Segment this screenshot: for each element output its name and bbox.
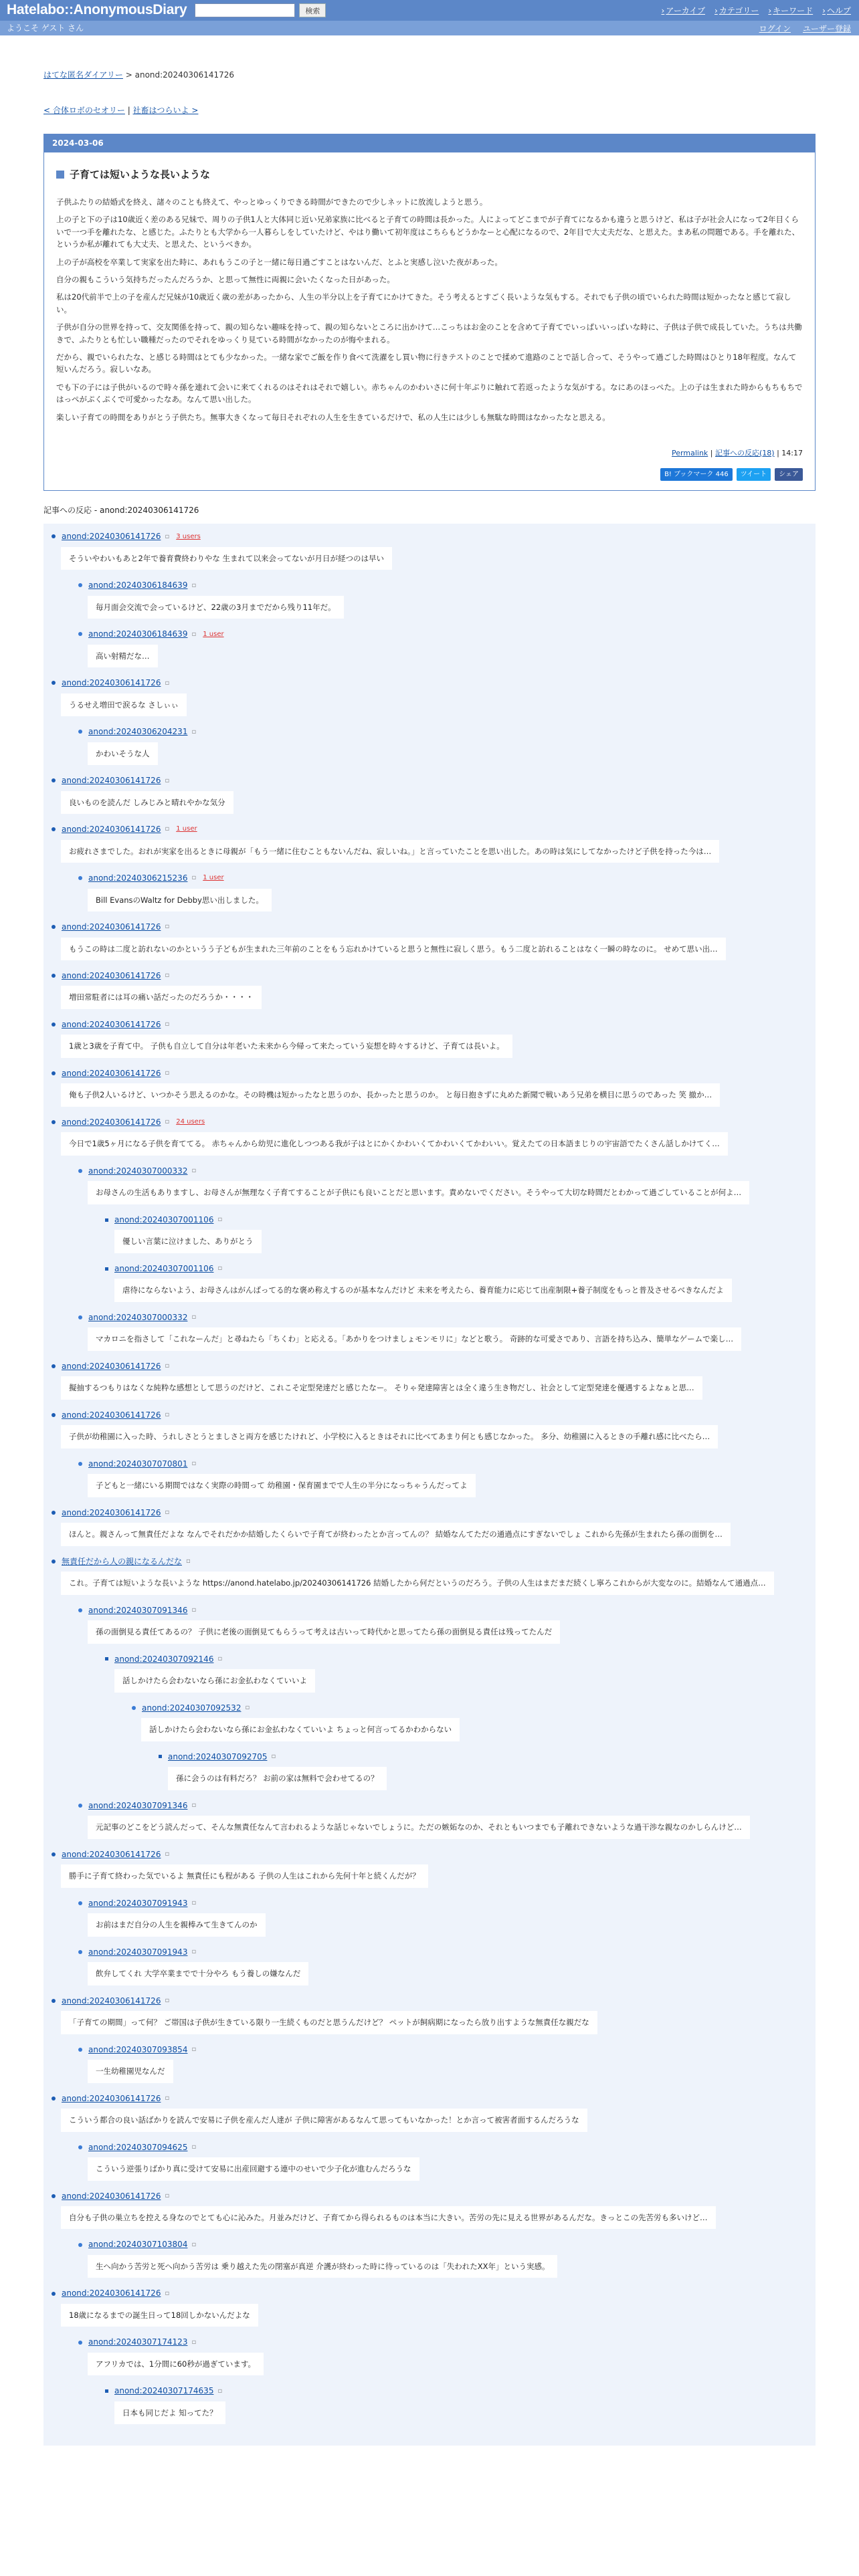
reaction-item — [159, 1751, 807, 1790]
reaction-item — [52, 1995, 807, 2034]
bookmark-users-count[interactable]: 1 user — [203, 874, 224, 882]
expand-icon[interactable]: ▫ — [165, 679, 170, 687]
reaction-header — [52, 1067, 807, 1080]
reaction-list — [43, 524, 816, 2446]
reaction-item — [78, 726, 807, 765]
reaction-text: こういう都合の良い話ばかりを読んで安易に子供を産んだ人達が 子供に障害があるなんて思ってもいなかった！とか言って被害者面するんだろうな — [61, 2109, 587, 2131]
reaction-item — [78, 2336, 807, 2375]
reaction-text: 子どもと一緒にいる期間ではなく実際の時間って 幼稚園・保育園までで人生の半分になっちゃうんだってよ — [88, 1474, 476, 1497]
reaction-item — [78, 1458, 807, 1497]
expand-icon[interactable]: ▫ — [191, 874, 197, 882]
reaction-text: 孫に会うのは有料だろ？ お前の家は無料で会わせてるの？ — [168, 1767, 387, 1790]
reaction-header — [52, 1848, 807, 1861]
bookmark-users-count[interactable]: 1 user — [203, 630, 224, 638]
expand-icon[interactable]: ▫ — [165, 825, 170, 833]
reaction-text: 高い射精だな… — [88, 645, 158, 667]
reaction-text: こういう逆張りばかり真に受けて安易に出産回避する連中のせいで少子化が進むんだろうな — [88, 2157, 419, 2180]
reaction-header — [105, 1263, 807, 1275]
expand-icon[interactable]: ▫ — [165, 1850, 170, 1858]
reaction-text: アフリカでは、1分間に60秒が過ぎています。 — [88, 2353, 264, 2375]
pager-separator: | — [124, 105, 133, 115]
reaction-text: 「子育ての期間」って何？ ご帯国は子供が生きている限り一生続くものだと思うんだけど？ ペットが飼病期になったら放り出すような無責任な親だな — [61, 2011, 597, 2034]
reaction-header — [78, 579, 807, 592]
reaction-item — [52, 677, 807, 716]
reaction-link[interactable]: anond:20240307103804 — [88, 2240, 188, 2250]
expand-icon[interactable]: ▫ — [165, 1997, 170, 2005]
expand-icon[interactable]: ▫ — [191, 2143, 197, 2151]
search-input[interactable] — [195, 3, 295, 17]
reaction-text: 話しかけたら会わないなら孫にお金払わなくていいよ ちょっと何言ってるかわからない — [141, 1718, 460, 1741]
entry-paragraph: 上の子と下の子は10歳近く差のある兄妹で、周りの子供1人と大体同じ近い兄弟家族に比べると子育ての時間は長かった。人によってどこまでが子育てになるかも違うと思うけど、私は子が社会人になって2年目くらいで一つ手を離れたな、と感じた。ふたりとも大学から一人暮らしをしていたけど、やはり働いて初年度はこちらもどうかなーと心配になるので、2年目で大丈夫だな、と思えた。まあ私の問題である。手を離れた、というか私が離れても大丈夫、と思えた、というべきか。 — [56, 215, 800, 249]
register-link[interactable]: ユーザー登録 — [802, 24, 851, 33]
reaction-item — [52, 2092, 807, 2132]
reaction-link[interactable]: anond:20240306141726 — [62, 824, 161, 834]
reaction-item — [52, 1409, 807, 1448]
reaction-link[interactable]: anond:20240306141726 — [62, 1849, 161, 1859]
breadcrumb-separator: > — [122, 70, 135, 80]
reactions-heading: 記事への反応 - anond:20240306141726 — [43, 506, 199, 516]
entry-title-text: 子育ては短いような長いような — [70, 168, 211, 181]
reaction-link[interactable]: anond:20240306215236 — [88, 873, 188, 883]
login-link[interactable]: ログイン — [759, 24, 791, 33]
nav-category[interactable]: › カテゴリー — [714, 5, 759, 17]
reaction-item — [52, 1067, 807, 1107]
reaction-header — [52, 1360, 807, 1373]
breadcrumb — [43, 69, 816, 82]
entry-title — [56, 167, 803, 183]
reaction-item — [78, 628, 807, 667]
expand-icon[interactable]: ▫ — [191, 581, 197, 589]
reaction-header — [52, 774, 807, 787]
diary-entry — [43, 134, 816, 491]
entry-paragraph: 楽しい子育ての時間をありがとう子供たち。無事大きくなって毎日それぞれの人生を生きているだけで、私の人生には少しも無駄な時間はなかったなと思える。 — [56, 412, 610, 422]
expand-icon[interactable]: ▫ — [217, 2387, 223, 2395]
reaction-text: お疲れさまでした。おれが実家を出るときに母親が「もう一緒に住むこともないんだね、寂しいね。」と言っていたことを思い出した。あの時は気にしてなかったけど子供を持った今は… — [61, 840, 719, 863]
reaction-header — [52, 2190, 807, 2203]
reaction-item — [105, 1653, 807, 1693]
expand-icon[interactable]: ▫ — [165, 776, 170, 784]
reaction-link[interactable]: anond:20240306141726 — [62, 2191, 161, 2201]
reaction-item — [78, 579, 807, 619]
reaction-text: 俺も子供2人いるけど、いつかそう思えるのかな。その時機は短かったなと思うのか、長かったと思うのか。 と毎日抱きずに丸めた新聞で戦いあう兄弟を横目に思うのであった 笑 撤か… — [61, 1083, 720, 1106]
reaction-text: 自分も子供の巣立ちを控える身なのでとても心に沁みた。月並みだけど、子育てから得られるものは本当に大きい。苦労の先に見える世界があるんだな。きっとこの先苦労も多いけど… — [61, 2206, 716, 2229]
reaction-header — [78, 1800, 807, 1812]
expand-icon[interactable]: ▫ — [245, 1704, 250, 1712]
reaction-header — [105, 2385, 807, 2397]
reaction-text: お母さんの生活もありますし、お母さんが無理なく子育てすることが子供にも良いことだと思います。責めないでください。そうやって大切な時間だとわかって過ごしていることが何よ… — [88, 1181, 749, 1204]
reaction-item — [105, 2385, 807, 2424]
reaction-item — [78, 1165, 807, 1204]
reaction-text: 元記事のどこをどう読んだって、そんな無責任なんて言われるような話じゃないでしょうに。ただの嫉妬なのか、それともいつまでも子離れできないような過干渉な親なのかしらんけど… — [88, 1816, 750, 1838]
reaction-item — [78, 2141, 807, 2181]
expand-icon[interactable]: ▫ — [165, 1021, 170, 1029]
reaction-header — [52, 1116, 807, 1129]
bookmark-users-count[interactable]: 24 users — [176, 1118, 205, 1126]
nav-archive[interactable]: › アーカイブ — [662, 5, 706, 17]
breadcrumb-current: anond:20240306141726 — [134, 70, 235, 80]
reaction-item — [52, 530, 807, 570]
reaction-text: マカロニを指さして「これなーんだ」と尋ねたら「ちくわ」と応える。「あかりをつけましょモンモリに」などと歌う。 奇跡的な可愛さであり、言語を持ち込み、簡単なゲームで楽し… — [88, 1327, 741, 1350]
entry-body — [44, 152, 815, 491]
expand-icon[interactable]: ▫ — [165, 1362, 170, 1370]
reaction-link[interactable]: anond:20240306141726 — [62, 1507, 161, 1517]
reaction-item — [52, 921, 807, 960]
reaction-item — [52, 1848, 807, 1888]
reaction-header — [52, 677, 807, 689]
expand-icon[interactable]: ▫ — [191, 1948, 197, 1956]
reaction-text: 虐待にならないよう、お母さんはがんばってる的な褒め称えするのが基本なんだけど 未来を考えたら、養育能力に応じて出産制限+養子制度をもっと普及させるべきなんだよ — [114, 1279, 732, 1301]
entry-time: | 14:17 — [777, 448, 803, 457]
reaction-text: うるせえ増田で涙るな さしぃぃ — [61, 693, 187, 716]
reaction-link[interactable]: anond:20240307001106 — [114, 1214, 214, 1224]
reaction-link[interactable]: anond:20240306204231 — [88, 726, 188, 736]
reaction-item — [52, 1507, 807, 1546]
welcome-text: ようこそ ゲスト さん — [7, 23, 84, 33]
entry-paragraph: 上の子が高校を卒業して実家を出た時に、あれもうこの子と一緒に毎日過ごすことはないんだ、とふと実感し泣いた夜があった。 — [56, 257, 502, 267]
reaction-item — [78, 1311, 807, 1351]
expand-icon[interactable]: ▫ — [191, 1802, 197, 1810]
search-form — [195, 3, 326, 17]
expand-icon[interactable]: ▫ — [191, 1899, 197, 1907]
reaction-link[interactable]: anond:20240306141726 — [62, 970, 161, 980]
search-button[interactable]: 検索 — [299, 3, 326, 17]
reaction-header — [78, 1311, 807, 1324]
reaction-header — [78, 1165, 807, 1178]
reaction-link[interactable]: anond:20240307174635 — [114, 2386, 214, 2396]
reaction-link[interactable]: anond:20240306141726 — [62, 677, 161, 687]
breadcrumb-home[interactable]: はてな匿名ダイアリー — [43, 70, 123, 80]
reaction-text: 毎月面会交流で会っているけど、22歳の3月までだから残り11年だ。 — [88, 596, 344, 619]
prev-entry-link[interactable]: < 合体ロボのセオリー — [43, 105, 125, 115]
expand-icon[interactable]: ▫ — [191, 2046, 197, 2054]
reaction-text: 1歳と3歳を子育て中。 子供も自立して自分は年老いた未来から今帰って来たっていう妄想を時々するけど、子育ては長いよ。 — [61, 1035, 512, 1057]
reaction-link[interactable]: anond:20240307091346 — [88, 1800, 188, 1810]
reaction-text: お前はまだ自分の人生を親棒みて生きてんのか — [88, 1913, 266, 1936]
reaction-header — [52, 1018, 807, 1031]
expand-icon[interactable]: ▫ — [165, 1509, 170, 1517]
next-entry-link[interactable]: 社畜はつらいよ > — [132, 105, 199, 115]
bookmark-button[interactable]: B! ブックマーク 446 — [660, 468, 733, 481]
expand-icon[interactable]: ▫ — [165, 2290, 170, 2298]
reaction-link[interactable]: anond:20240307092532 — [142, 1703, 242, 1713]
reaction-item — [52, 970, 807, 1009]
reaction-header — [78, 1458, 807, 1471]
reaction-text: 話しかけたら会わないなら孫にお金払わなくていいよ — [114, 1669, 315, 1692]
entry-paragraph: 子供ふたりの結婚式を終え、諸々のことも終えて、やっとゆっくりできる時間ができたので少しネットに放流しようと思う。 — [56, 197, 488, 207]
reaction-item — [52, 2190, 807, 2230]
reaction-text: そういやわいもあと2年で養育費終わりやな 生まれて以来会ってないが月日が経つのは早い — [61, 547, 392, 570]
bookmark-users-count[interactable]: 3 users — [176, 532, 201, 540]
top-nav — [662, 5, 852, 17]
expand-icon[interactable]: ▫ — [191, 1313, 197, 1321]
reaction-text: ほんと。親さんって無責任だよな なんでそれだかか結婚したくらいで子育てが終わったとか言ってんの？ 結婚なんてただの通過点にすぎないでしょ これから先孫が生まれたら孫の面倒を… — [61, 1523, 731, 1545]
reaction-link[interactable]: anond:20240307001106 — [114, 1263, 214, 1273]
expand-icon[interactable]: ▫ — [165, 1118, 170, 1126]
reaction-item — [52, 774, 807, 814]
reaction-text: 飲弁してくれ 大学卒業までで十分やろ もう養しの嫌なんだ — [88, 1962, 308, 1985]
entry-paragraph: 自分の親もこういう気持ちだったんだろうか、と思って無性に両親に会いたくなった日があった。 — [56, 274, 395, 284]
reaction-link[interactable]: anond:20240307091346 — [88, 1605, 188, 1615]
reaction-link[interactable]: anond:20240306141726 — [62, 1068, 161, 1078]
reaction-item — [105, 1214, 807, 1253]
reaction-link[interactable]: anond:20240306141726 — [62, 1019, 161, 1029]
entry-date: 2024-03-06 — [44, 134, 815, 152]
reaction-text: 良いものを読んだ しみじみと晴れやかな気分 — [61, 791, 233, 814]
entry-footer — [56, 447, 803, 459]
reaction-header — [78, 2238, 807, 2251]
reaction-item — [78, 1946, 807, 1985]
reaction-header — [52, 1555, 807, 1568]
reaction-text: 18歳になるまでの誕生日って18回しかないんだよな — [61, 2304, 258, 2327]
tweet-button[interactable]: ツイート — [737, 468, 771, 481]
entry-paragraph: 子供が自分の世界を持って、交友関係を持って、親の知らない趣味を持って、親の知らないところに出かけて…こっちはお金のことを含めて子育てでいっぱいいっぱいな時に、子供は子供で成長していた。うちは共働きで、ふたりとも忙しい職種だったのでそれをゆっくり見ている時間がなかったのが悔やまれる。 — [56, 322, 802, 344]
reaction-item — [105, 1263, 807, 1302]
reaction-item — [132, 1702, 807, 1741]
reaction-item — [78, 1604, 807, 1644]
reactions-link[interactable]: 記事への反応(18) — [715, 448, 775, 457]
reaction-link[interactable]: anond:20240307000332 — [88, 1312, 188, 1322]
reaction-link[interactable]: anond:20240306141726 — [62, 532, 161, 542]
reaction-link[interactable]: anond:20240306141726 — [62, 2093, 161, 2103]
main-content — [0, 35, 859, 2472]
reaction-header — [52, 1507, 807, 1519]
expand-icon[interactable]: ▫ — [165, 1411, 170, 1419]
reaction-text: Bill EvansのWaltz for Debby思い出しました。 — [88, 889, 272, 911]
reaction-text: 今日で1歳5ヶ月になる子供を育ててる。 赤ちゃんから幼児に進化しつつある我が子はとにかくかわいくてかわいくてかわいい。覚えたての日本語まじりの宇宙語でたくさん話しかけてく… — [61, 1132, 728, 1155]
reaction-header — [159, 1751, 807, 1763]
reaction-header — [52, 970, 807, 982]
reaction-link[interactable]: anond:20240306141726 — [62, 1410, 161, 1420]
entry-text — [56, 196, 803, 423]
share-buttons — [56, 468, 803, 481]
reaction-link[interactable]: anond:20240306141726 — [62, 1117, 161, 1127]
reaction-text: かわいそうな人 — [88, 742, 158, 765]
reaction-item — [78, 2238, 807, 2278]
reaction-item — [52, 1360, 807, 1400]
expand-icon[interactable]: ▫ — [191, 1460, 197, 1468]
nav-help[interactable]: › ヘルプ — [822, 5, 851, 17]
reaction-link[interactable]: anond:20240307094625 — [88, 2142, 188, 2152]
entry-paragraph: だから、親でいられたな、と感じる時間はとても少なかった。一緒な家でご飯を作り食べて洗濯をし買い物に行きテストのことで揉めて進路のことで話し合って、そうやって過ごした時間はひとり18年程度。なんて短いんだろう。寂しいなあ。 — [56, 352, 797, 374]
expand-icon[interactable]: ▫ — [165, 532, 170, 540]
expand-icon[interactable]: ▫ — [217, 1265, 223, 1273]
expand-icon[interactable]: ▫ — [217, 1216, 223, 1224]
permalink[interactable]: Permalink — [672, 448, 708, 457]
reaction-link[interactable]: anond:20240306141726 — [62, 1996, 161, 2006]
reaction-header — [52, 823, 807, 836]
bookmark-users-count[interactable]: 1 user — [176, 825, 197, 833]
reaction-link[interactable]: anond:20240307000332 — [88, 1166, 188, 1176]
reaction-link[interactable]: anond:20240306141726 — [62, 775, 161, 785]
reaction-header — [78, 2044, 807, 2056]
reaction-header — [78, 2336, 807, 2349]
reaction-header — [52, 2092, 807, 2105]
footer-separator: | — [710, 448, 715, 457]
reaction-header — [78, 1897, 807, 1910]
expand-icon[interactable]: ▫ — [191, 728, 197, 736]
reaction-item — [78, 1897, 807, 1937]
expand-icon[interactable]: ▫ — [165, 923, 170, 931]
reaction-item — [78, 2044, 807, 2083]
reaction-text: 勝手に子育て終わった気でいるよ 無責任にも程がある 子供の人生はこれから先何十年と続くんだが？ — [61, 1864, 428, 1887]
reaction-link[interactable]: anond:20240306184639 — [88, 629, 188, 639]
reaction-header — [132, 1702, 807, 1715]
title-square-icon — [56, 171, 64, 179]
expand-icon[interactable]: ▫ — [191, 630, 197, 638]
reaction-header — [105, 1653, 807, 1666]
reaction-text: 一生幼稚園児なんだ — [88, 2060, 173, 2082]
reaction-header — [105, 1214, 807, 1226]
reaction-item — [78, 872, 807, 911]
reaction-item — [52, 823, 807, 863]
reaction-link[interactable]: anond:20240306184639 — [88, 580, 188, 591]
reaction-link[interactable]: anond:20240306141726 — [62, 922, 161, 932]
reaction-header — [52, 1995, 807, 2008]
reaction-text: 日本も同じだよ 知ってた？ — [114, 2401, 225, 2424]
expand-icon[interactable]: ▫ — [165, 2095, 170, 2103]
expand-icon[interactable]: ▫ — [165, 1069, 170, 1077]
reaction-header — [52, 1409, 807, 1422]
reaction-text: 優しい言葉に泣けました、ありがとう — [114, 1230, 262, 1253]
reaction-item — [52, 2287, 807, 2327]
nav-keyword[interactable]: › キーワード — [768, 5, 813, 17]
reaction-header — [78, 726, 807, 738]
reaction-text: 子供が幼稚園に入った時、うれしさとうとましさと両方を感じたけれど、小学校に入るときはそれに比べてあまり何とも感じなかった。 多分、幼稚園に入るときの手離れ感に比べたら… — [61, 1425, 718, 1448]
reaction-link[interactable]: anond:20240307091943 — [88, 1947, 188, 1957]
reaction-header — [78, 628, 807, 641]
reaction-header — [78, 2141, 807, 2154]
reaction-header — [52, 530, 807, 543]
reaction-link[interactable]: anond:20240307070801 — [88, 1459, 188, 1469]
reaction-header — [52, 921, 807, 934]
site-logo[interactable]: Hatelabo::AnonymousDiary — [7, 2, 187, 18]
reaction-item — [52, 1018, 807, 1058]
reaction-text: 増田常駐者には耳の痛い話だったのだろうか・・・・ — [61, 986, 262, 1008]
site-header — [0, 0, 859, 21]
reaction-header — [52, 2287, 807, 2300]
expand-icon[interactable]: ▫ — [191, 2339, 197, 2346]
reaction-text: もうこの時は二度と訪れないのかというう子どもが生まれた三年前のことをもう忘れかけていると思うと無性に寂しく思う。もう二度と訪れることはなく一瞬の時なのに。 せめて思い出… — [61, 938, 726, 960]
reaction-link[interactable]: anond:20240306141726 — [62, 2288, 161, 2298]
expand-icon[interactable]: ▫ — [191, 1606, 197, 1614]
reaction-header — [78, 1604, 807, 1617]
expand-icon[interactable]: ▫ — [271, 1753, 276, 1761]
entry-pager — [43, 104, 816, 117]
expand-icon[interactable]: ▫ — [165, 2192, 170, 2200]
user-bar — [0, 21, 859, 35]
reaction-text: これ。子育ては短いような長いような https://anond.hatelabo.jp/20240306141726 結婚したから何だというのだろう。子供の人生はまだまだ続くし寧ろこれからが大変なのに。結婚なんて通過点… — [61, 1572, 774, 1594]
expand-icon[interactable]: ▫ — [165, 972, 170, 980]
reaction-link[interactable]: anond:20240307093854 — [88, 2044, 188, 2054]
reaction-link[interactable]: anond:20240306141726 — [62, 1361, 161, 1371]
reaction-text: 擬抽するつもりはなくな純粋な感想として思うのだけど、これこそ定型発達だと感じたなー。 そりゃ発達障害とは全く違う生き物だし、社会として定型発達を優遇するよなぁと思… — [61, 1376, 702, 1399]
expand-icon[interactable]: ▫ — [186, 1558, 191, 1566]
reaction-link[interactable]: anond:20240307174123 — [88, 2337, 188, 2347]
expand-icon[interactable]: ▫ — [191, 1167, 197, 1175]
expand-icon[interactable]: ▫ — [217, 1655, 223, 1663]
reaction-header — [78, 872, 807, 885]
account-links — [759, 23, 851, 35]
reaction-header — [78, 1946, 807, 1959]
reaction-link[interactable]: anond:20240307092146 — [114, 1654, 214, 1664]
reaction-link[interactable]: anond:20240307091943 — [88, 1898, 188, 1908]
reaction-item — [52, 1116, 807, 1156]
reaction-link[interactable]: anond:20240307092705 — [168, 1751, 268, 1761]
reaction-item — [78, 1800, 807, 1839]
reaction-item — [52, 1555, 807, 1595]
reaction-text: 孫の面倒見る責任てあるの？ 子供に老後の面倒見てもらうって考えは古いって時代かと思ってたら孫の面倒見る責任は残ってたんだ — [88, 1620, 560, 1643]
facebook-share-button[interactable]: シェア — [775, 468, 803, 481]
entry-paragraph: 私は20代前半で上の子を産んだ兄妹が10歳近く歳の差があったから、人生の半分以上を子育てにかけてきた。そう考えるとすごく長いような気もする。それでも子供の頃でいられた時間は短かったなと感じて寂しい。 — [56, 292, 791, 314]
reaction-link[interactable]: 無責任だから人の親になるんだな — [62, 1556, 183, 1566]
entry-paragraph: でも下の子には子供がいるので時々孫を連れて会いに来てくれるのはそれはそれで嬉しい。赤ちゃんのかわいさに何十年ぶりに触れて若返ったような気がする。なにあのほっぺた。上の子は生まれた時からもちもちではっぺがぷくぷくで可愛かったなあ。なんて思い出した。 — [56, 382, 803, 405]
reaction-text: 生へ向かう苦労と死へ向かう苦労は 乗り越えた先の閉塞が真逆 介護が終わった時に待っているのは「失われたXX年」という実感。 — [88, 2255, 557, 2278]
expand-icon[interactable]: ▫ — [191, 2241, 197, 2249]
